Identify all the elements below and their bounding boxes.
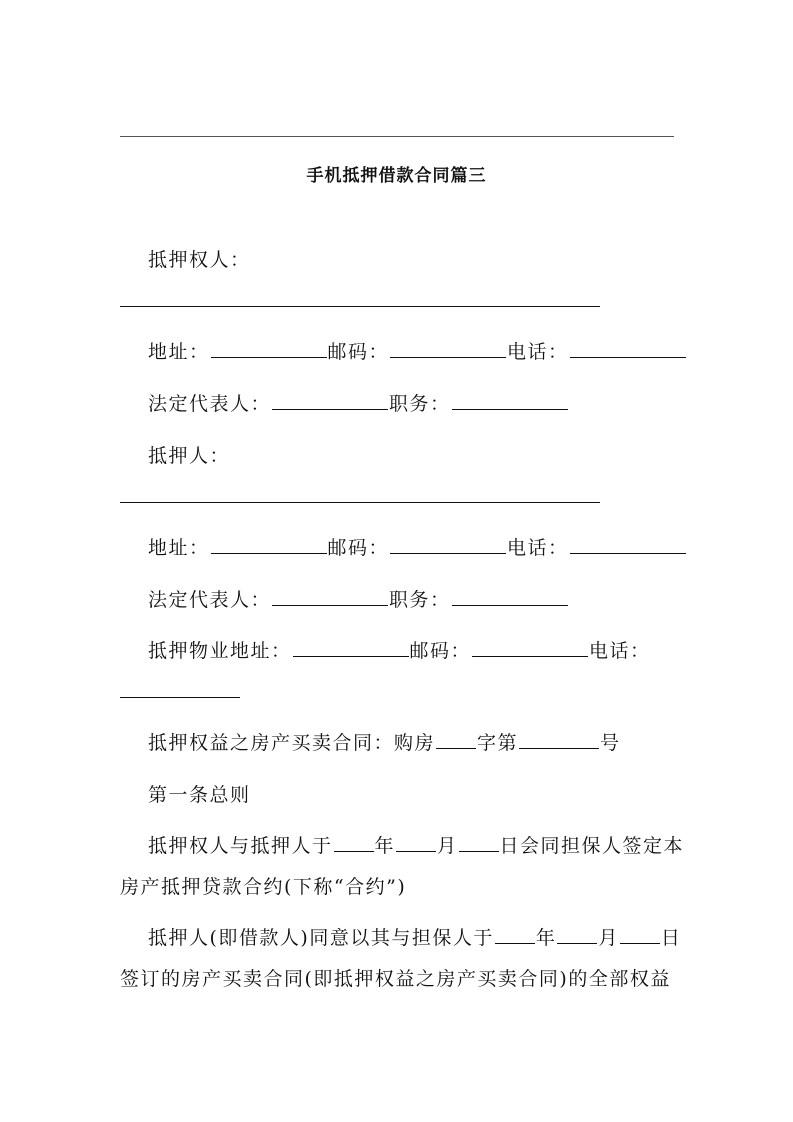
position-label: 职务： — [389, 393, 451, 415]
property-postcode-blank — [472, 655, 588, 657]
property-address-blank — [293, 655, 409, 657]
mortgagor-name-blank — [120, 502, 600, 503]
address-label: 地址： — [148, 341, 210, 363]
header-rule — [120, 136, 674, 137]
contract-ref-prefix: 抵押权益之房产买卖合同：购房 — [148, 732, 436, 754]
position-blank — [452, 408, 568, 410]
contract-ref-suffix: 号 — [600, 732, 621, 754]
property-phone-label: 电话： — [589, 640, 651, 662]
mortgagee-contact-line — [148, 339, 687, 365]
position-label: 职务： — [389, 589, 451, 611]
month-label: 月 — [437, 835, 458, 857]
postcode-blank — [390, 552, 506, 554]
para-1-text: 抵押权人与抵押人于 — [148, 835, 333, 857]
month-blank — [557, 942, 597, 944]
mortgagor-label: 抵押人： — [148, 445, 231, 467]
contract-number-blank — [519, 747, 599, 749]
year-blank — [334, 850, 374, 852]
para-2-line-2: 签订的房产买卖合同(即抵押权益之房产买卖合同)的全部权益 — [120, 968, 671, 990]
phone-blank — [570, 356, 686, 358]
postcode-label: 邮码： — [327, 341, 390, 363]
rep-blank — [272, 408, 388, 410]
position-blank — [452, 604, 568, 606]
document-title: 手机抵押借款合同篇三 — [306, 166, 487, 186]
year-blank — [495, 942, 535, 944]
day-blank — [620, 942, 660, 944]
phone-label: 电话： — [507, 537, 569, 559]
para-1-line-1 — [148, 833, 684, 859]
phone-blank — [570, 552, 686, 554]
para-1-line-2: 房产抵押贷款合约(下称“合约”) — [120, 876, 407, 898]
para-1-text-end: 日会同担保人签定本 — [499, 835, 685, 857]
rep-label: 法定代表人： — [148, 589, 272, 611]
contract-ref-line — [148, 730, 621, 756]
article-1-heading: 第一条总则 — [148, 784, 251, 806]
contract-ref-mid: 字第 — [477, 732, 519, 754]
property-postcode-label: 邮码： — [409, 640, 472, 662]
property-phone-blank — [120, 697, 240, 698]
contract-word-blank — [436, 747, 476, 749]
postcode-blank — [390, 356, 506, 358]
day-label: 日 — [660, 927, 682, 949]
year-label: 年 — [374, 835, 396, 857]
mortgagor-contact-line — [148, 535, 687, 561]
property-line — [148, 638, 651, 664]
year-label: 年 — [535, 927, 557, 949]
property-address-label: 抵押物业地址： — [148, 640, 292, 662]
mortgagee-name-blank — [120, 306, 600, 307]
phone-label: 电话： — [507, 341, 569, 363]
para-2-line-1 — [148, 925, 681, 951]
day-blank — [459, 850, 499, 852]
rep-blank — [272, 604, 388, 606]
month-label: 月 — [598, 927, 619, 949]
mortgagee-label: 抵押权人： — [148, 249, 251, 271]
postcode-label: 邮码： — [327, 537, 390, 559]
para-2-text: 抵押人(即借款人)同意以其与担保人于 — [148, 927, 494, 949]
mortgagor-rep-line — [148, 587, 569, 613]
address-label: 地址： — [148, 537, 210, 559]
mortgagee-rep-line — [148, 391, 569, 417]
address-blank — [211, 356, 327, 358]
rep-label: 法定代表人： — [148, 393, 272, 415]
address-blank — [211, 552, 327, 554]
month-blank — [396, 850, 436, 852]
